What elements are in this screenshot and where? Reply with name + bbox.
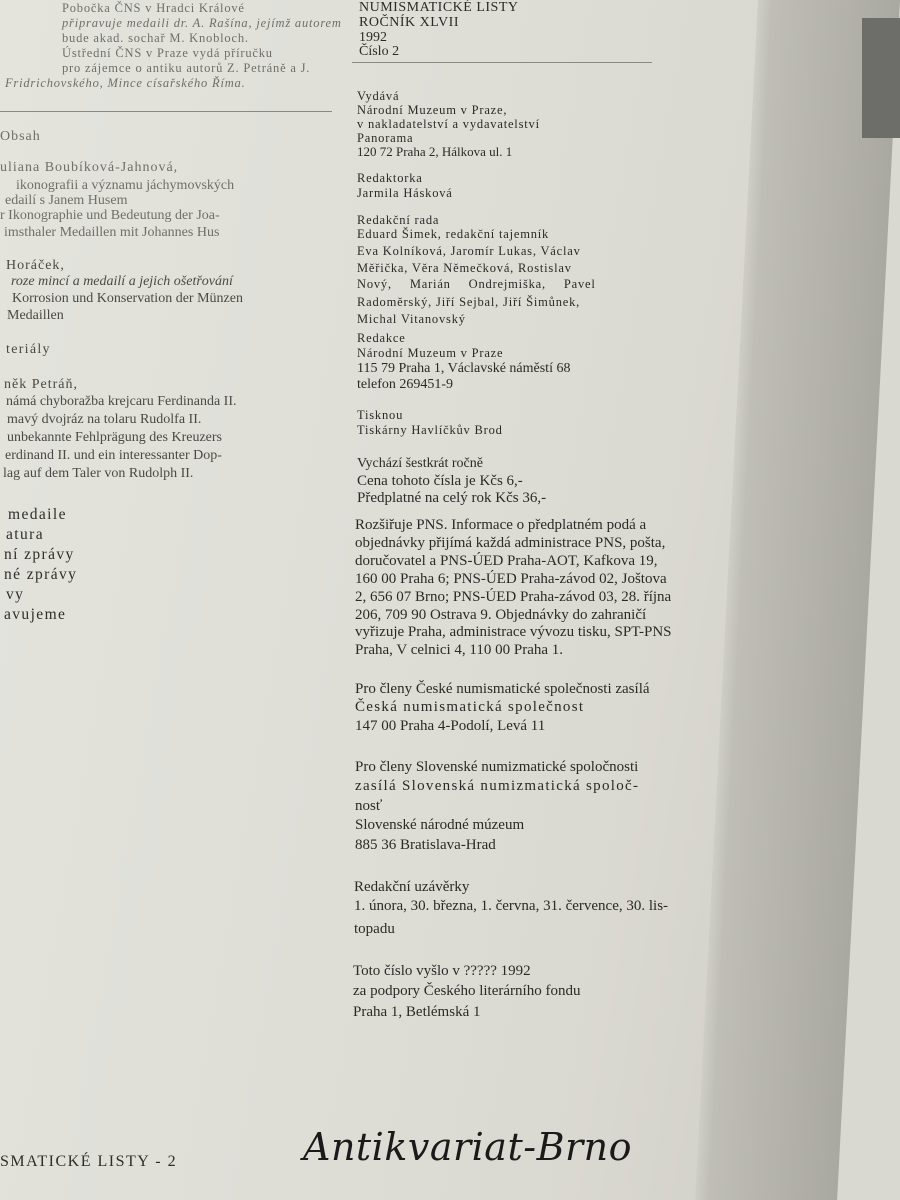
section-heading: atura (6, 526, 44, 543)
toc-line: unbekannte Fehlprägung des Kreuzers (7, 430, 222, 445)
section-heading: medaile (8, 506, 67, 523)
toc-heading: teriály (6, 342, 51, 357)
slovak-society-line: Pro členy Slovenské numizmatické spoločnosti (355, 759, 639, 775)
board-line: Michal Vitanovský (357, 312, 466, 326)
section-heading: avujeme (4, 606, 67, 623)
office-line: telefon 269451-9 (357, 377, 454, 392)
frequency-line: Vychází šestkrát ročně (357, 456, 483, 471)
contents-heading: Obsah (0, 129, 41, 144)
print-name: Tiskárny Havlíčkův Brod (357, 423, 503, 437)
section-heading: né zprávy (4, 566, 78, 583)
slovak-society-line: 885 36 Bratislava-Hrad (355, 837, 496, 853)
intro-line: Fridrichovského, Mince císařského Říma. (5, 76, 246, 90)
issue-line: Praha 1, Betlémská 1 (353, 1004, 481, 1020)
distribution-line: objednávky přijímá každá administrace PNS, pošta, (355, 535, 666, 551)
deadlines-label: Redakční uzávěrky (354, 879, 470, 895)
board-line: Radoměrský, Jiří Sejbal, Jiří Šimůnek, (357, 295, 581, 309)
toc-line: mavý dvojráz na tolaru Rudolfa II. (7, 412, 202, 427)
intro-line: Ústřední ČNS v Praze vydá příručku (62, 46, 273, 60)
toc-line: námá chyboražba krejcaru Ferdinanda II. (6, 394, 237, 409)
czech-society-line: Pro členy České numismatické společnosti zasílá (355, 681, 650, 697)
masthead-volume: ROČNÍK XLVII (359, 15, 459, 30)
distribution-line: 160 00 Praha 6; PNS-ÚED Praha-závod 02, Joštova (355, 571, 667, 587)
office-line: Národní Muzeum v Praze (357, 346, 504, 360)
section-heading: ní zprávy (4, 546, 75, 563)
distribution-line: 206, 709 90 Ostrava 9. Objednávky do zahraničí (355, 607, 647, 623)
price-line: Cena tohoto čísla je Kčs 6,- (357, 473, 523, 489)
toc-line: lag auf dem Taler von Rudolph II. (3, 466, 194, 481)
page-footer: SMATICKÉ LISTY - 2 (0, 1153, 178, 1170)
photo-edge (862, 18, 900, 138)
publisher-line: Panorama (357, 131, 414, 145)
toc-line: r Ikonographie und Bedeutung der Joa- (0, 208, 220, 223)
board-line: Eduard Šimek, redakční tajemník (357, 227, 550, 241)
distribution-line: doručovatel a PNS-ÚED Praha-AOT, Kafkova 19, (355, 553, 658, 569)
publisher-line: 120 72 Praha 2, Hálkova ul. 1 (357, 144, 513, 159)
toc-line: Medaillen (7, 308, 64, 323)
distribution-line: Praha, V celnici 4, 110 00 Praha 1. (355, 642, 564, 658)
editor-label: Redaktorka (357, 171, 423, 185)
czech-society-line: 147 00 Praha 4-Podolí, Levá 11 (355, 718, 546, 734)
masthead-year: 1992 (359, 30, 387, 45)
toc-author: Horáček, (6, 258, 65, 273)
deadlines-line: 1. února, 30. března, 1. června, 31. července, 30. lis- (354, 898, 669, 914)
distribution-line: 2, 656 07 Brno; PNS-ÚED Praha-závod 03, 28. října (355, 589, 672, 605)
distribution-line: Rozšiřuje PNS. Informace o předplatném podá a (355, 517, 647, 533)
masthead-title: NUMISMATICKÉ LISTY (359, 0, 519, 15)
toc-line: roze mincí a medailí a jejich ošetřování (11, 274, 233, 289)
editor-name: Jarmila Hásková (357, 186, 453, 200)
issue-line: za podpory Českého literárního fondu (353, 983, 581, 999)
office-label: Redakce (357, 331, 406, 345)
toc-line: imsthaler Medaillen mit Johannes Hus (4, 225, 220, 240)
czech-society-line: Česká numismatická společnost (355, 699, 585, 715)
section-heading: vy (6, 586, 25, 603)
slovak-society-line: nosť (355, 798, 383, 814)
board-line: Eva Kolníková, Jaromír Lukas, Václav (357, 244, 581, 258)
office-line: 115 79 Praha 1, Václavské náměstí 68 (357, 361, 571, 376)
publisher-line: Národní Muzeum v Praze, (357, 103, 508, 117)
subscription-line: Předplatné na celý rok Kčs 36,- (357, 490, 547, 506)
toc-line: erdinand II. und ein interessanter Dop- (5, 448, 222, 463)
toc-author: něk Petráň, (4, 377, 78, 392)
slovak-society-line: Slovenské národné múzeum (355, 817, 525, 833)
masthead-issue: Číslo 2 (359, 44, 400, 59)
intro-line: připravuje medaili dr. A. Rašína, jejímž autorem (62, 16, 342, 30)
distribution-line: vyřizuje Praha, administrace vývozu tisku, SPT-PNS (355, 624, 672, 640)
publisher-label: Vydává (357, 89, 400, 103)
board-line: Měřička, Věra Němečková, Rostislav (357, 261, 572, 275)
intro-line: bude akad. sochař M. Knobloch. (62, 31, 249, 45)
board-label: Redakční rada (357, 213, 440, 227)
toc-line: ikonografii a významu jáchymovských (16, 178, 235, 193)
publisher-line: v nakladatelství a vydavatelství (357, 117, 540, 131)
deadlines-line: topadu (354, 921, 395, 937)
toc-author: uliana Boubíková-Jahnová, (0, 160, 179, 175)
divider (352, 62, 652, 63)
slovak-society-line: zasílá Slovenská numizmatická spoloč- (355, 778, 640, 794)
board-line: Nový, Marián Ondrejmiška, Pavel (357, 277, 596, 291)
watermark: Antikvariat-Brno (303, 1125, 633, 1169)
print-label: Tisknou (357, 408, 404, 422)
intro-line: pro zájemce o antiku autorů Z. Petráně a J. (62, 61, 311, 75)
divider (0, 111, 332, 112)
intro-line: Pobočka ČNS v Hradci Králové (62, 1, 245, 15)
toc-line: Korrosion und Konservation der Münzen (12, 291, 243, 306)
toc-line: edailí s Janem Husem (5, 193, 128, 208)
issue-line: Toto číslo vyšlo v ????? 1992 (353, 963, 531, 979)
